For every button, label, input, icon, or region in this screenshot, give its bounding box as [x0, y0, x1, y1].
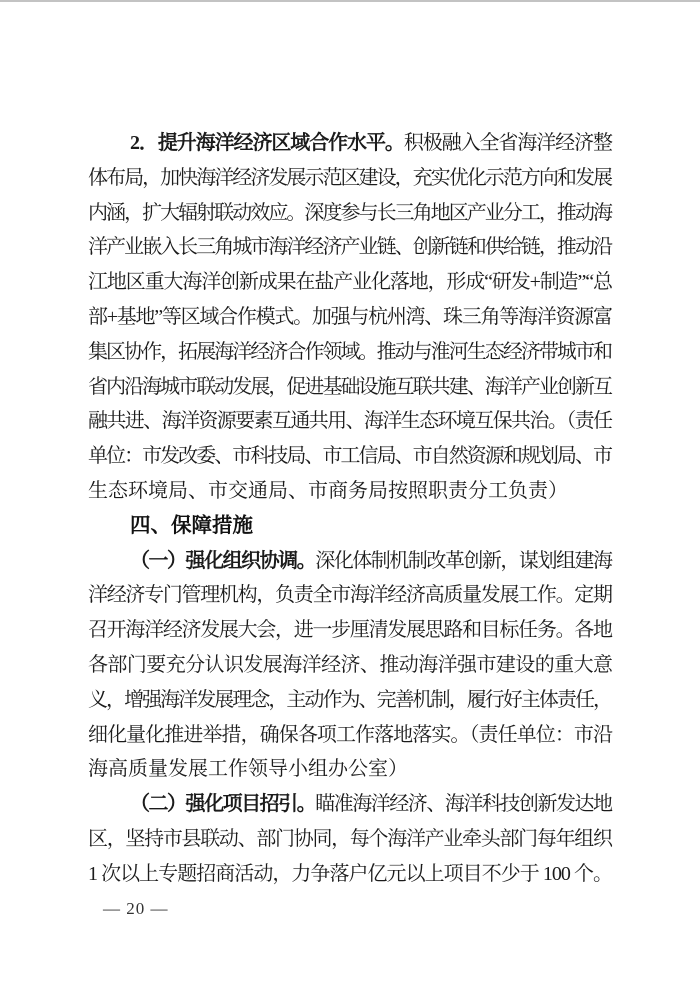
text-run: 细化量化推进举措，确保各项工作落地落实。（责任单位：市沿 — [88, 723, 613, 746]
text-line-content — [88, 410, 611, 432]
text-line-content — [88, 689, 611, 711]
text-line-content — [88, 724, 612, 746]
text-line — [88, 404, 613, 439]
text-line-content — [130, 550, 612, 572]
scan-edge-line — [0, 0, 700, 2]
text-run: 江地区重大海洋创新成果在盐产业化落地，形成“研发+制造”“总 — [88, 271, 612, 294]
text-line-content — [88, 167, 611, 189]
text-run: 区，坚持市县联动、部门协同，每个海洋产业牵头部门每年组织 — [88, 827, 612, 850]
text-run: 部+基地”等区域合作模式。加强与杭州湾、珠三角等海洋资源富 — [88, 305, 612, 328]
content-area — [88, 126, 613, 892]
paragraph-strengthen-project-attraction — [88, 787, 613, 891]
text-line — [88, 578, 613, 613]
text-line-content — [130, 514, 253, 537]
text-line-content — [88, 584, 612, 606]
text-line — [88, 370, 613, 405]
text-line-content — [88, 863, 612, 885]
text-run: 集区协作，拓展海洋经济合作领域。推动与淮河生态经济带城市和 — [88, 340, 612, 363]
text-line — [88, 857, 613, 892]
text-line — [88, 752, 613, 787]
text-line — [88, 265, 613, 300]
text-line-content — [88, 445, 611, 467]
bold-run: 2．提升海洋经济区域合作水平。 — [130, 132, 404, 154]
text-line-content — [88, 758, 408, 780]
text-line — [88, 439, 613, 474]
bold-run: （二）强化项目招引。 — [130, 793, 316, 816]
text-run: 海高质量发展工作领导小组办公室） — [88, 758, 408, 781]
text-line-content — [88, 341, 611, 363]
text-line-content — [88, 376, 611, 398]
text-run: 1 次以上专题招商活动，力争落户亿元以上项目不少于 100 个。 — [88, 862, 613, 885]
text-line — [88, 126, 613, 161]
text-line-content — [88, 306, 612, 328]
text-line — [88, 648, 613, 683]
text-line — [88, 230, 613, 265]
page-number: — 20 — — [103, 899, 169, 918]
text-run: 生态环境局、市交通局、市商务局按照职责分工负责） — [88, 479, 568, 502]
text-run: 省内沿海城市联动发展，促进基础设施互联共建、海洋产业创新互 — [88, 375, 612, 398]
paragraph-strengthen-organization — [88, 544, 613, 788]
text-run: 瞄准海洋经济、海洋科技创新发达地 — [315, 793, 612, 816]
text-line — [88, 613, 613, 648]
text-line — [88, 161, 613, 196]
text-line — [88, 822, 613, 857]
text-line-content — [88, 480, 568, 502]
text-line-content — [88, 654, 612, 676]
text-run: 内涵，扩大辐射联动效应。深度参与长三角地区产业分工，推动海 — [88, 201, 612, 224]
text-line — [88, 683, 613, 718]
text-run: 积极融入全省海洋经济整 — [403, 132, 612, 154]
text-line-content — [88, 236, 611, 258]
text-line-content — [88, 828, 612, 850]
text-line — [88, 335, 613, 370]
text-line-content — [88, 202, 611, 224]
bold-run: 四、保障措施 — [130, 513, 253, 537]
text-line-content — [130, 793, 612, 815]
text-line — [88, 544, 613, 579]
text-run: 各部门要充分认识发展海洋经济、推动海洋强市建设的重大意 — [88, 653, 613, 676]
section-heading-text — [88, 509, 613, 544]
text-run: 义，增强海洋发展理念，主动作为、完善机制，履行好主体责任， — [88, 688, 612, 711]
text-run: 单位：市发改委、市科技局、市工信局、市自然资源和规划局、市 — [88, 445, 612, 468]
text-run: 融共进、海洋资源要素互通共用、海洋生态环境互保共治。（责任 — [88, 410, 612, 433]
text-line — [88, 474, 613, 509]
text-run: 深化体制机制改革创新，谋划组建海 — [315, 549, 612, 572]
heading-safeguard-measures — [88, 509, 613, 544]
text-line — [88, 718, 613, 753]
text-run: 体布局，加快海洋经济发展示范区建设，充实优化示范方向和发展 — [88, 166, 612, 189]
text-run: 洋产业嵌入长三角城市海洋经济产业链、创新链和供给链，推动沿 — [88, 236, 612, 259]
text-line — [88, 300, 613, 335]
text-run: 召开海洋经济发展大会，进一步厘清发展思路和目标任务。各地 — [88, 619, 612, 642]
text-line-content — [130, 132, 612, 154]
text-line-content — [88, 271, 612, 293]
text-line — [88, 787, 613, 822]
text-line — [88, 196, 613, 231]
bold-run: （一）强化组织协调。 — [130, 549, 316, 572]
text-line-content — [88, 619, 612, 641]
text-run: 洋经济专门管理机构，负责全市海洋经济高质量发展工作。定期 — [88, 584, 612, 607]
paragraph-regional-cooperation — [88, 126, 613, 509]
